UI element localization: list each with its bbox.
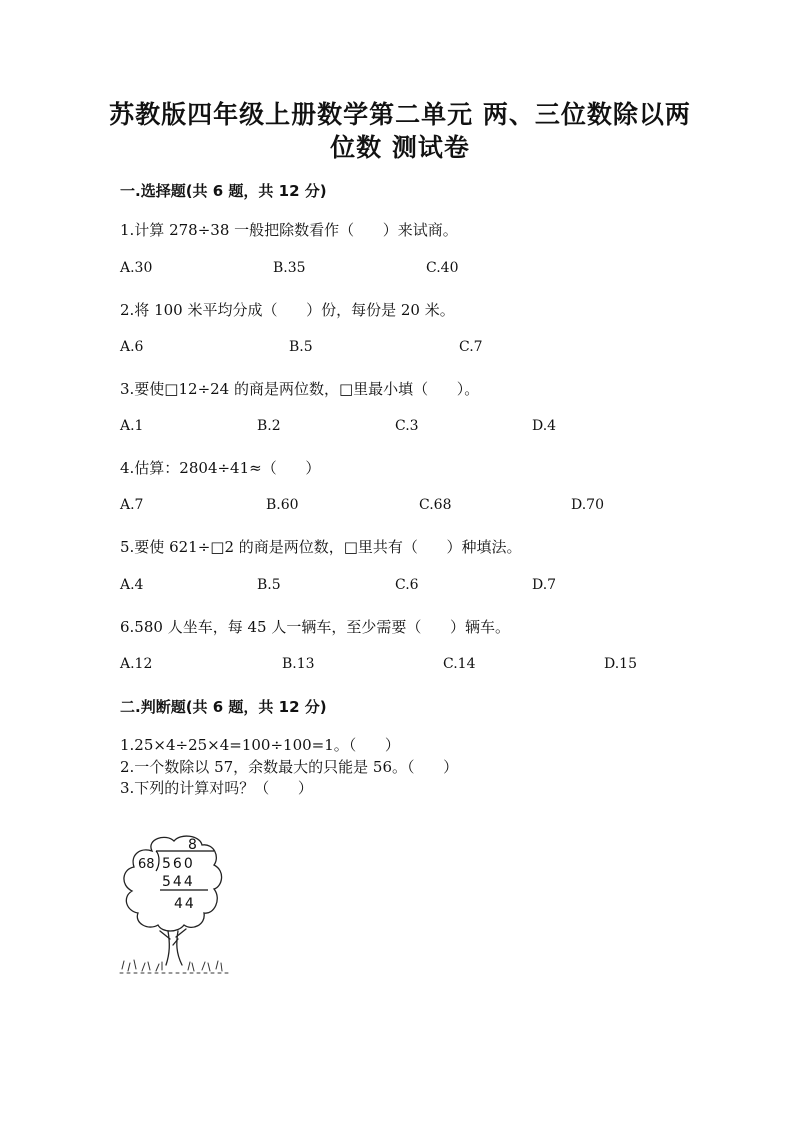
- q1-option-a: A.30: [120, 260, 153, 276]
- q1-option-b: B.35: [273, 260, 306, 276]
- q5-option-b: B.5: [257, 577, 281, 593]
- q4-option-c: C.68: [419, 497, 452, 513]
- q5-option-c: C.6: [395, 577, 419, 593]
- question-5: 5.要使 621÷□2 的商是两位数，□里共有（ ）种填法。: [120, 538, 522, 556]
- q1-option-c: C.40: [426, 260, 459, 276]
- q5-option-a: A.4: [120, 577, 144, 593]
- q4-option-d: D.70: [571, 497, 604, 513]
- product-number: 544: [162, 874, 195, 890]
- question-3: 3.要使□12÷24 的商是两位数，□里最小填（ ）。: [120, 380, 480, 398]
- question-6: 6.580 人坐车，每 45 人一辆车，至少需要（ ）辆车。: [120, 618, 510, 636]
- q2-option-c: C.7: [459, 339, 483, 355]
- section-choice-heading: 一.选择题(共 6 题，共 12 分): [120, 182, 327, 200]
- q6-option-c: C.14: [443, 656, 476, 672]
- tree-trunk: [160, 929, 186, 965]
- q6-option-d: D.15: [604, 656, 637, 672]
- page-title-line1: 苏教版四年级上册数学第二单元 两、三位数除以两: [109, 100, 691, 129]
- section-judge-heading: 二.判断题(共 6 题，共 12 分): [120, 698, 327, 716]
- q3-option-b: B.2: [257, 418, 281, 434]
- question-4: 4.估算：2804÷41≈（ ）: [120, 459, 321, 477]
- q2-option-a: A.6: [120, 339, 144, 355]
- q3-option-c: C.3: [395, 418, 419, 434]
- q6-option-a: A.12: [120, 656, 153, 672]
- divisor-number: 68: [138, 857, 155, 872]
- judge-item-1: 1.25×4÷25×4=100÷100=1。（ ）: [120, 736, 400, 754]
- judge-item-3: 3.下列的计算对吗？（ ）: [120, 779, 313, 797]
- judge-item-2: 2.一个数除以 57，余数最大的只能是 56。（ ）: [120, 758, 459, 776]
- page-title-line2: 位数 测试卷: [330, 133, 470, 162]
- grass-ground: [120, 960, 228, 973]
- q3-option-a: A.1: [120, 418, 144, 434]
- q4-option-a: A.7: [120, 497, 144, 513]
- tree-division-figure: [118, 835, 238, 985]
- question-1: 1.计算 278÷38 一般把除数看作（ ）来试商。: [120, 221, 458, 239]
- dividend-number: 560: [162, 856, 195, 872]
- remainder-number: 44: [174, 896, 196, 912]
- q3-option-d: D.4: [532, 418, 557, 434]
- question-2: 2.将 100 米平均分成（ ）份，每份是 20 米。: [120, 301, 455, 319]
- q4-option-b: B.60: [266, 497, 299, 513]
- q2-option-b: B.5: [289, 339, 313, 355]
- q5-option-d: D.7: [532, 577, 557, 593]
- quotient-digit: 8: [188, 837, 197, 853]
- q6-option-b: B.13: [282, 656, 315, 672]
